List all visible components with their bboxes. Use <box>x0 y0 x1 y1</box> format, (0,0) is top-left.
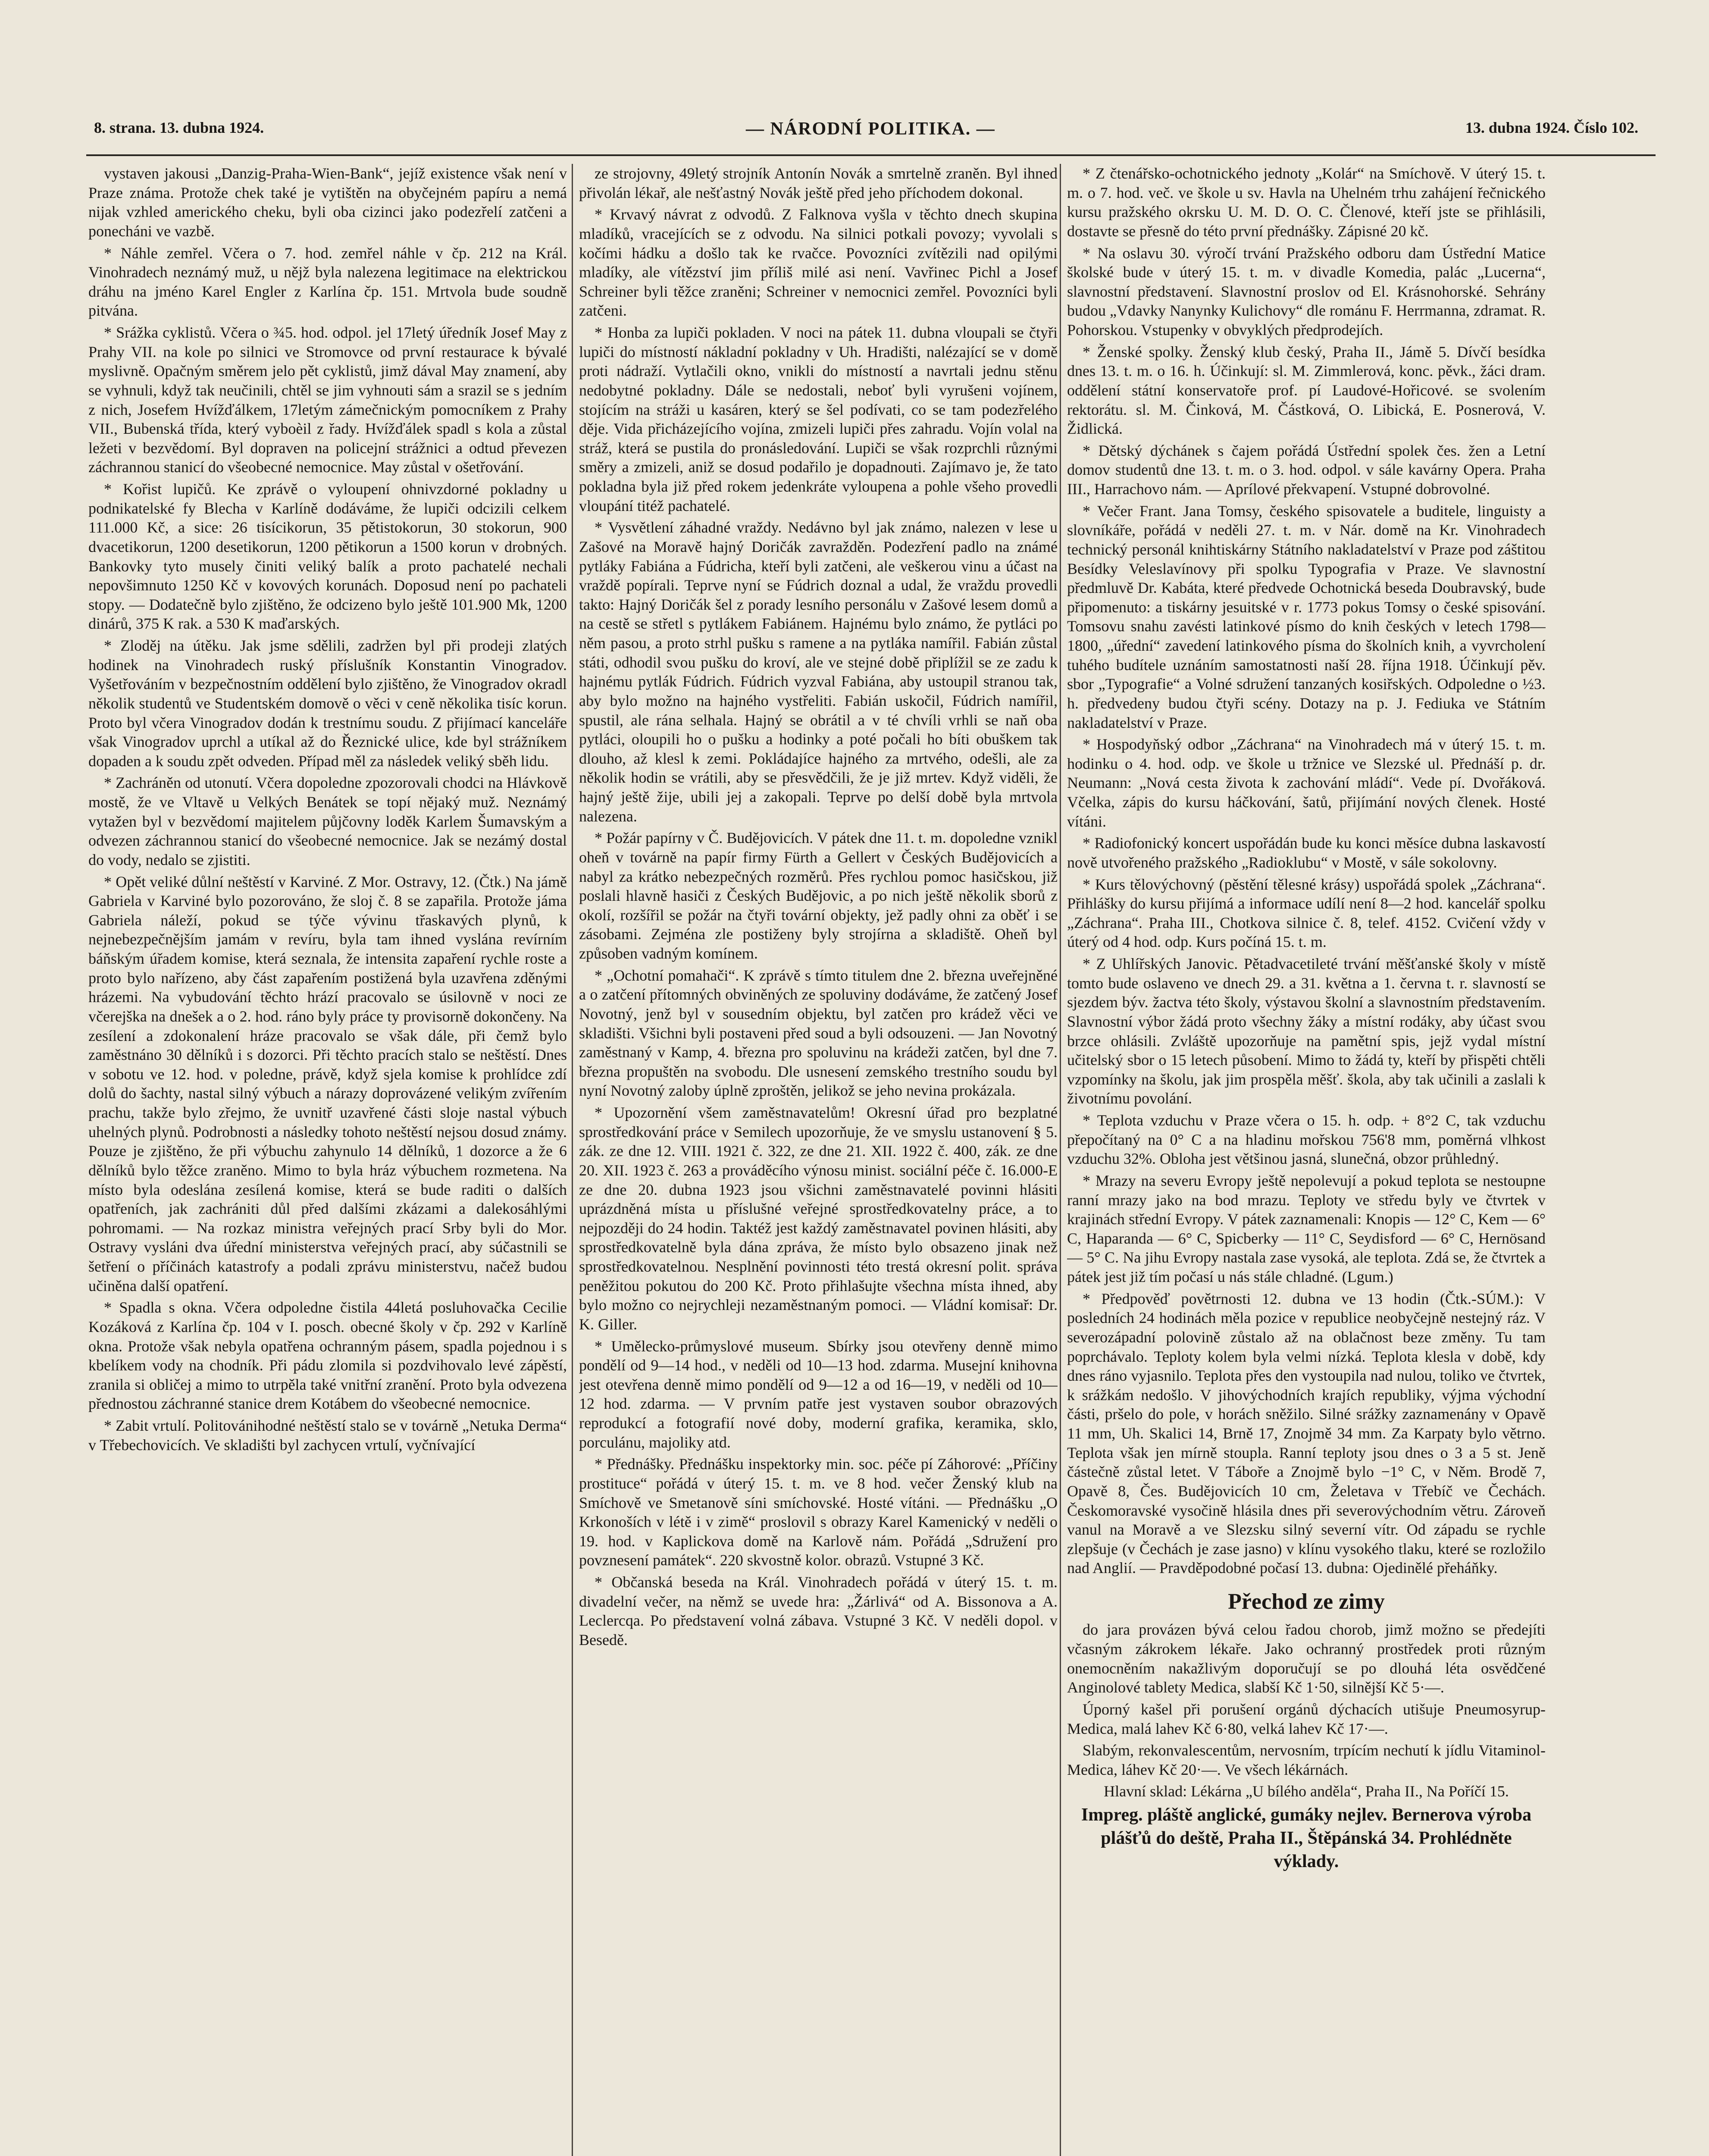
article-paragraph: * Spadla s okna. Včera odpoledne čistila 44letá posluhovačka Cecilie Kozáková z Karlína čp. 104 v I. posch. obecné školy v čp. 292 v Karlíně okna. Protože však nebyla opatřena ochranným pásem, spadla pojednou i s kbelíkem vody na chodník. Při pádu zlomila si pozdvihovalo levé zápěstí, zranila si obličej a mimo to utrpěla také vnitřní zranění. Proto byla odvezena přednostou záchranné stanice drem Kotábem do všeobecné nemocnice. <box>88 1299 567 1413</box>
article-paragraph: * Předpověď povětrnosti 12. dubna ve 13 hodin (Čtk.-SÚM.): V posledních 24 hodinách měla pozice v republice neobyčejně nestejný ráz. V severozápadní polovině zůstalo až na oblačnost beze změny. Tu tam poprchávalo. Teploty kolem byla velmi nízká. Teplota klesla v době, kdy dnes ráno vyjasnilo. Teplota přes den vystoupila nad nulou, toliko ve čtvrtek, k srážkám nedošlo. V jihovýchodních krajích republiky, výjma východní části, pršelo do pole, v horách sněžilo. Silné srážky zaznamenány v Opavě 11 mm, Uh. Skalici 14, Brně 17, Znojmě 34 mm. Za Karpaty bylo větrno. Teplota však jen mírně stoupla. Ranní teploty jsou dnes o 3 a 5 st. Jeně částečně zůstal letet. V Táboře a Znojmě bylo −1° C, v Něm. Brodě 7, Opavě 8, Čes. Budějovicích 10 cm, Želetava v Třebíč ve Čechách. Českomoravské vysočině hlásila dnes při severovýchodním větru. Zároveň vanul na Moravě a ve Slezsku silný severní vítr. Od západu se rychle zlepšuje (v Čechách je zase jasno) v klínu vysokého tlaku, které se rozložilo nad Anglií. — Pravděpodobné počasí 13. dubna: Ojedinělé přeháňky. <box>1067 1290 1546 1577</box>
article-paragraph: * Zloděj na útěku. Jak jsme sdělili, zadržen byl při prodeji zlatých hodinek na Vinohradech ruský příslušník Konstantin Vinogradov. Vyšetřováním v bezpečnostním oddělení bylo zjištěno, že Vinogradov okradl několik studentů ve Studentském domově o věci v ceně několika tisíc korun. Proto byl včera Vinogradov dodán k trestnímu soudu. Z přijímací kanceláře však Vinogradov uprchl a utíkal až do Řeznické ulice, kde byl strážníkem dopaden a k soudu zpět odveden. Případ měl za následek veliký sběh lidu. <box>88 637 567 770</box>
article-paragraph: * Kořist lupičů. Ke zprávě o vyloupení ohnivzdorné pokladny u podnikatelské fy Blecha v Karlíně dodáváme, že lupiči odcizili celkem 111.000 Kč, a sice: 26 tisícikorun, 35 pětistokorun, 30 stokorun, 900 dvacetikorun, 1200 desetikorun, 1200 pětikorun a 1500 korun v drobných. Bankovky tyto musely činiti veliký balík a proto pachatelé nechali nepovšimnuto 1250 Kč v kovových korunách. Doposud není po pachateli stopy. — Dodatečně bylo zjištěno, že odcizeno bylo ještě 101.900 Mk, 1200 dinárů, 375 K rak. a 530 K maďarských. <box>88 480 567 633</box>
advertisement-text: do jara provázen bývá celou řadou chorob, jimž možno se předejíti včasným zákrokem lékaře. Jako ochranný prostředek proti různým onemocněním nakažlivým doporučují se po dlouhá léta osvědčené Anginolové tablety Medica, slabší Kč 1·50, silnější Kč 5·—. <box>1067 1621 1546 1696</box>
article-paragraph: * Vysvětlení záhadné vraždy. Nedávno byl jak známo, nalezen v lese u Zašové na Moravě hajný Doričák zavražděn. Podezření padlo na známé pytláky Fabiána a Fúdricha, kteří byli zatčeni, ale veškerou vinu a účast na vraždě popírali. Teprve nyní se Fúdrich doznal a udal, že vraždu provedli takto: Hajný Doričák šel z porady lesního personálu v Zašové lesem domů a na cestě se střetl s pytlákem Fabiánem. Hajnému bylo známo, že pytláci po něm pasou, a proto strhl pušku s ramene a na pytláka namířil. Fabián zůstal státi, odhodil svou pušku do kroví, ale ve stejné době připlížil se ze zadu k hajnému pytlák Fúdrich. Fúdrich vyzval Fabiána, aby ustoupil stranou tak, aby bylo možno na hajného vystřeliti. Fabián uskočil, Fúdrich namířil, spustil, ale rána selhala. Hajný se obrátil a v té chvíli vrhli se naň oba pytláci, oloupili ho o pušku a hodinky a poté počali ho bíti obuškem tak dlouho, až klesl k zemi. Pokládajíce hajného za mrtvého, odešli, ale za několik hodin se vrátili, aby se přesvědčili, že je již mrtev. Když viděli, že hajný ještě žije, ubili jej a zakopali. Teprve po delší době byla mrtvola nalezena. <box>579 519 1058 825</box>
column-3 <box>1067 164 1546 2156</box>
article-paragraph: * Večer Frant. Jana Tomsy, českého spisovatele a buditele, linguisty a slovníkáře, pořádá v neděli 27. t. m. v Nár. domě na Kr. Vinohradech technický personál knihtiskárny Státního nakladatelství v Praze pod záštitou Besídky Veleslavínovy při spolku Typografia v Praze. Ve slavnostní předmluvě Dr. Kabáta, které předvede Ochotnická beseda Doubravský, bude připomenuto: a tiskárny jesuitské v r. 1773 pokus Tomsy o české spisování. Tomsovu snahu zavésti latinkové písmo do knih českých v letech 1798—1800, „úřední“ zavedení latinkového písma do školních knih, a vyvrcholení tuhého budítele uznáním samostatnosti naší 28. října 1918. Účinkují pěv. sbor „Typografie“ a Volné sdružení tanzaných kosiřských. Odpoledne o ½3. h. předvedeny budou čtyři scény. Dotazy na p. J. Fediuka ve Státním nakladatelství v Praze. <box>1067 502 1546 731</box>
article-paragraph: vystaven jakousi „Danzig-Praha-Wien-Bank“, jejíž existence však není v Praze známa. Protože chek také je vytištěn na obyčejném papíru a nemá nijak vzhled amerického cheku, byli oba cizinci jako podezřelí zatčeni a ponecháni ve vazbě. <box>88 165 567 240</box>
article-paragraph: * Upozornění všem zaměstnavatelům! Okresní úřad pro bezplatné sprostředkování práce v Semilech upozorňuje, že ve smyslu ustanovení § 5. zák. ze dne 12. VIII. 1921 č. 322, ze dne 21. XII. 1922 č. 400, zák. ze dne 20. XII. 1923 č. 263 a prováděcího výnosu minist. sociální péče č. 16.000-E ze dne 20. dubna 1923 jsou všichni zaměstnavatelé povinni hlásiti uprázdněná místa u příslušné veřejné sprostředkovatelny práce, a to nejpozději do 24 hodin. Taktéž jest každý zaměstnavatel povinen hlásiti, aby sprostředkovatelně byla dána zpráva, že místo bylo obsazeno jinak než sprostředkovatelnou. Nesplnění povinnosti této trestá okresní polit. správa peněžitou pokutou do 200 Kč. Proto přihlašujte všechna místa ihned, aby bylo možno co nejrychleji nezaměstnaným pomoci. — Vládní komisař: Dr. K. Giller. <box>579 1104 1058 1333</box>
article-paragraph: * Radiofonický koncert uspořádán bude ku konci měsíce dubna laskavostí nově utvořeného pražského „Radioklubu“ v Mostě, v sále sokolovny. <box>1067 834 1546 871</box>
article-paragraph: * Zachráněn od utonutí. Včera dopoledne zpozorovali chodci na Hlávkově mostě, že ve Vltavě u Velkých Benátek se topí nějaký muž. Neznámý vytažen byl v bezvědomí majitelem půjčovny loděk Karlem Šumavským a odvezen záchrannou stanicí do všeobecné nemocnice. Jak se nezámý dostal do vody, nedalo se zjistiti. <box>88 774 567 868</box>
advertisement-text: Slabým, rekonvalescentům, nervosním, trpícím nechutí k jídlu Vitaminol-Medica, láhev Kč 20·—. Ve všech lékárnách. <box>1067 1742 1546 1778</box>
article-paragraph: * Zabit vrtulí. Politovánihodné neštěstí stalo se v továrně „Netuka Derma“ v Třebechovicích. Ve skladišti byl zachycen vrtulí, vyčnívající <box>88 1417 567 1454</box>
article-paragraph: * Teplota vzduchu v Praze včera o 15. h. odp. + 8°2 C, tak vzduchu přepočítaný na 0° C a na hladinu mořskou 756'8 mm, poměrná vlhkost vzduchu 32%. Obloha jest většinou jasná, slunečná, obzor průhledný. <box>1067 1112 1546 1168</box>
header-rule <box>86 154 1656 156</box>
column-2 <box>579 164 1058 2156</box>
article-paragraph: * Náhle zemřel. Včera o 7. hod. zemřel náhle v čp. 212 na Král. Vinohradech neznámý muž, u nějž byla nalezena legitimace na elektrickou dráhu na jméno Karel Engler z Karlína čp. 151. Mrtvola bude soudně pitvána. <box>88 244 567 320</box>
article-paragraph: * Ženské spolky. Ženský klub český, Praha II., Jámě 5. Dívčí besídka dnes 13. t. m. o 16. h. Účinkují: sl. M. Zimmlerová, konc. pěvk., žáci dram. oddělení státní konservatoře prof. pí Laudové-Hořicové. se svolením rektorátu. sl. M. Činková, M. Částková, O. Libická, E. Posnerová, V. Židlická. <box>1067 343 1546 438</box>
article-paragraph: * Mrazy na severu Evropy ještě nepolevují a pokud teplota se nestoupne ranní mrazy jako na bod mrazu. Teploty ve středu byly ve čtvrtek v krajinách střední Evropy. V pátek zaznamenali: Knopis — 12° C, Kem — 6° C, Haparanda — 6° C, Spicberky — 11° C, Seydisford — 6° C, Hernösand — 5° C. Na jihu Evropy nastala zase vysoká, ale teplota. Zdá se, že čtvrtek a pátek jest již tím počasí u nás stále chladné. (Lgum.) <box>1067 1172 1546 1285</box>
advertisement-text: Hlavní sklad: Lékárna „U bílého anděla“, Praha II., Na Poříčí 15. <box>1104 1783 1509 1800</box>
article-paragraph: * Hospodyňský odbor „Záchrana“ na Vinohradech má v úterý 15. t. m. hodinku o 4. hod. odp. ve škole u tržnice ve Slezské ul. Přednáší p. dr. Neumann: „Nová cesta života k zachování mládí“. Vede pí. Dvořáková. Včelka, zápis do kursu háčkování, šatů, přijímání nových členek. Hosté vítáni. <box>1067 736 1546 830</box>
article-paragraph: * Krvavý návrat z odvodů. Z Falknova vyšla v těchto dnech skupina mladíků, vracejících se z odvodu. Na silnici potkali povozy; vyvolali s kočími hádku a došlo tak ke rvačce. Povozníci zvítězili nad opilými mladíky, ale vítězství jim příliš milé asi není. Vavřinec Pichl a Josef Schreiner byli těžce zraněni; Schreiner v nemocnici zemřel. Povozníci byli zatčeni. <box>579 206 1058 320</box>
advertisement-text: Úporný kašel při porušení orgánů dýchacích utišuje Pneumosyrup-Medica, malá lahev Kč 6·80, velká lahev Kč 17·—. <box>1067 1700 1546 1737</box>
article-paragraph: * Na oslavu 30. výročí trvání Pražského odboru dam Ústřední Matice školské bude v úterý 15. t. m. v divadle Komedia, palác „Lucerna“, slavnostní představení. Slavnostní proslov od El. Krásnohorské. Sehrány budou „Vdavky Nanynky Kulichovy“ dle románu F. Herrmanna, zdramat. R. Pohorskou. Vstupenky v obvyklých předprodejích. <box>1067 244 1546 338</box>
header-left: 8. strana. 13. dubna 1924. <box>94 119 264 136</box>
article-paragraph: * Umělecko-průmyslové museum. Sbírky jsou otevřeny denně mimo pondělí od 9—14 hod., v neděli od 10—13 hod. zdarma. Musejní knihovna jest otevřena denně mimo pondělí od 9—12 a od 16—19, v neděli od 10—12 hod. zdarma. — V prvním patře jest vystaven soubor obrazových reprodukcí a fotografií nové doby, moderní grafika, keramika, sklo, porculánu, majoliky atd. <box>579 1337 1058 1451</box>
masthead-title: — NÁRODNÍ POLITIKA. — <box>746 119 995 139</box>
article-paragraph: * Opět veliké důlní neštěstí v Karviné. Z Mor. Ostravy, 12. (Čtk.) Na jámě Gabriela v Karviné bylo pozorováno, že sloj č. 8 se zapařila. Protože jáma Gabriela náleží, pokud se týče vývinu třaskavých plynů, k nejnebezpečnějším jamám v revíru, byla tam ihned vyslána revírním báňským úřadem komise, která seznala, že intensita zapaření rychle roste a proto bylo nařízeno, aby část zapařením postižená byla uzavřena zděnými hrázemi. Na vybudování těchto hrází pracovalo se úsilovně v noci ze včerejška na dnešek a o 2. hod. ráno byly práce ty provisorně dokončeny. Na zesílení a zdokonalení hráze pracovalo se však dále, při čemž bylo zaměstnáno 30 dělníků i s dozorci. Při těchto pracích stalo se neštěstí. Dnes v sobotu ve 12. hod. v poledne, právě, když sjela komise k prohlídce zdí dolů do šachty, nastal silný výbuch a nárazy doprovázené velikým zvířením prachu, takže bylo zřejmo, že uvnitř uzavřené části sloje nastal výbuch uhelných plynů. Podrobnosti a následky tohoto neštěstí nejsou dosud známy. Pouze je zjištěno, že při výbuchu zahynulo 14 dělníků, 1 dozorce a že 6 dělníků bylo těžce zraněno. Mimo to byla hráz výbuchem rozmetena. Na místo byla odeslána zesílená komise, která se bude raditi o dalších opatřeních, jak zachrániti důl před dalšími zkázami a dalekosáhlými pohromami. — Na rozkaz ministra veřejných prací Srby byli do Mor. Ostravy vysláni dva úřední ministerstva veřejných prací, aby súčastnili se šetření o příčinách katastrofy a podali zprávu ministerstvu, načež budou učiněna další opatření. <box>88 873 567 1294</box>
article-paragraph: * Kurs tělovýchovný (pěstění tělesné krásy) uspořádá spolek „Záchrana“. Přihlášky do kursu přijímá a informace udílí není 8—2 hod. kancelář spolku „Záchrana“. Praha III., Chotkova silnice č. 8, telef. 4152. Cvičení vždy v úterý od 4 hod. odp. Kurs počíná 15. t. m. <box>1067 875 1546 951</box>
article-paragraph: * Z čtenářsko-ochotnického jednoty „Kolár“ na Smíchově. V úterý 15. t. m. o 7. hod. več. ve škole u sv. Havla na Uhelném trhu zahájení řečnického kursu pražského okrsku U. M. D. O. C. Členové, kteří jste se přihlásili, dostavte se přesně do této první přednášky. Zápisné 20 kč. <box>1067 165 1546 240</box>
header-right: 13. dubna 1924. Číslo 102. <box>1465 119 1638 136</box>
article-paragraph: * Občanská beseda na Král. Vinohradech pořádá v úterý 15. t. m. divadelní večer, na němž se uvede hra: „Žárlivá“ od A. Bissonova a A. Leclercqa. Po představení volná zábava. Vstupné 3 Kč. V neděli dopol. v Besedě. <box>579 1573 1058 1648</box>
article-paragraph: * Honba za lupiči pokladen. V noci na pátek 11. dubna vloupali se čtyři lupiči do místností nákladní pokladny v Uh. Hradišti, nalézající se v domě proti nádraží. Vytlačili okno, vnikli do místností a navrtali jednu stěnu nedobytné pokladny. Dále se nedostali, neboť byli vyrušeni vojínem, stojícím na stráži u kasáren, který se šel podívati, co se tam podezřelého děje. Vida přicházejícího vojína, zmizeli lupiči přes zahradu. Vojín volal na stráž, která se pustila do pronásledování. Lupiči se však rozprchli různými směry a zmizeli, aniž se dosud podařilo je dopadnouti. Zajímavo je, že tato pokladna byla již před rokem jedenkráte vyloupena a pohle všeho provedli vloupání titéž pachatelé. <box>579 324 1058 514</box>
article-paragraph: * Srážka cyklistů. Včera o ¾5. hod. odpol. jel 17letý úředník Josef May z Prahy VII. na kole po silnici ve Stromovce od první restaurace k bývalé myslivně. Opačným směrem jelo pět cyklistů, jimž dával May znamení, aby se vyhnuli, když tak neučinili, chtěl se jim vyhnouti sám a srazil se s jedním z nich, Josefem Hvížďálkem, 17letým zámečnickým pomocníkem z Prahy VII., Bubenská třída, který vyboèil z řady. Hvížďálek spadl s kola a zůstal ležeti v bezvědomí. Byl dopraven na policejní strážnici a odtud převezen záchrannou stanicí do všeobecné nemocnice. May zůstal v ošetřování. <box>88 324 567 476</box>
article-paragraph: * Dětský dýchánek s čajem pořádá Ústřední spolek čes. žen a Letní domov studentů dne 13. t. m. o 3. hod. odpol. v sále kavárny Opera. Praha III., Harrachovo nám. — Aprílové překvapení. Vstupné dobrovolné. <box>1067 442 1546 498</box>
column-1 <box>88 164 567 2156</box>
article-paragraph: * Požár papírny v Č. Budějovicích. V pátek dne 11. t. m. dopoledne vznikl oheň v továrně na papír firmy Fürth a Gellert v Českých Budějovicích a nabyl za krátko nebezpečných rozměrů. Přes rychlou pomoc hasičskou, již poslali hlavně hasiči z Českých Budějovic, a po nich ještě několik sborů z okolí, rozšířil se požár na čtyři tovární objekty, jež padly ohni za oběť i se zásobami. Zejména zle postiženy byly strojírna a skladiště. Oheň byl způsoben vadným komínem. <box>579 829 1058 962</box>
article-paragraph: * Přednášky. Přednášku inspektorky min. soc. péče pí Záhorové: „Příčiny prostituce“ pořádá v úterý 15. t. m. ve 8 hod. večer Ženský klub na Smíchově ve Smetanově síni smíchovské. Hosté vítáni. — Přednášku „O Krkonoších v létě i v zimě“ proslovil s obrazy Karel Kamenický v neděli o 19. hod. v Kaplickova domě na Karlově nám. Pořádá „Sdružení pro povznesení památek“. 220 skvostně kolor. obrazů. Vstupné 3 Kč. <box>579 1455 1058 1569</box>
column-divider <box>572 164 573 2156</box>
page-header <box>86 119 1656 166</box>
article-paragraph: * „Ochotní pomahači“. K zprávě s tímto titulem dne 2. března uveřejněné a o zatčení přítomných obviněných ze spoluviny dodáváme, že zatčený Josef Novotný, jenž byl v sousedním objektu, byl zatčen pro krádež věci ve skladišti. Všichni byli postaveni před soud a byli odsouzeni. — Jan Novotný zaměstnaný v Kamp, 4. března pro spoluvinu na krádeži zatčen, byl dne 7. března propuštěn na svobodu. Dle usnesení zemského trestního soudu byl nyní Novotný zaloby úplně zproštěn, jelikož se jeho nevina prokázala. <box>579 966 1058 1100</box>
column-divider <box>1060 164 1061 2156</box>
advertisement-heading: Přechod ze zimy <box>1228 1589 1385 1614</box>
article-paragraph: * Z Uhlířských Janovic. Pětadvacetileté trvání měšťanské školy v místě tomto bude oslaveno ve dnech 29. a 31. května a 1. června t. r. slavností se sjezdem býv. žactva této školy, výstavou školní a slavnostním představením. Slavnostní výbor žádá proto všechny žáky a místní rodáky, aby účast svou brzce ohlásili. Zvláště upozorňuje na pamětní spis, jejž vydal místní učitelský sbor o 15 letech působení. Mimo to žádá ty, kteří by přispěti chtěli vzpomínky na školu, jak jim prospěla měšť. škola, aby tak učinili a zaslali k životnímu povolání. <box>1067 955 1546 1107</box>
advertisement-text: Impreg. pláště anglické, gumáky nejlev. Bernerova výroba plášťů do deště, Praha II., Štěpánská 34. Prohlédněte výklady. <box>1081 1805 1532 1871</box>
article-paragraph: ze strojovny, 49letý strojník Antonín Novák a smrtelně zraněn. Byl ihned přivolán lékař, ale nešťastný Novák ještě před jeho příchodem dokonal. <box>579 165 1058 201</box>
